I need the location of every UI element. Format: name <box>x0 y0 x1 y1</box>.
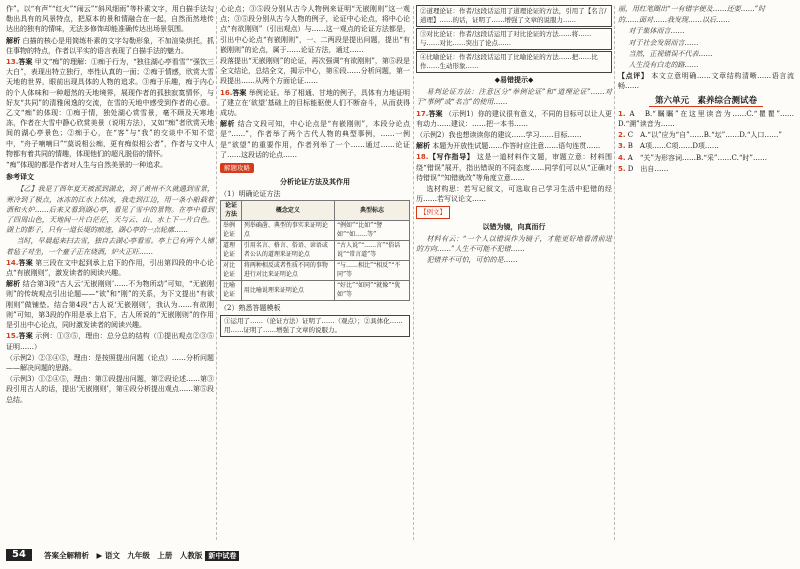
question-number: 18. <box>416 153 429 162</box>
paragraph: 段落提出“无嵌刚则”的论证，再次强调“有欲刚则”，第⑤段是全文结论，总结全文，揭示中心，第⑥段……分析问题，第一段提出……从两个方面论证…… <box>220 57 410 86</box>
table-cell: 列举确凿、典型的事实来证明论点 <box>241 221 334 241</box>
table-cell: 引用名言、格言、俗语、谚语或者公认的道理来证明论点 <box>241 241 334 261</box>
example-paragraph: 材料有云：“一个人以错误作为镜子，才能更好地看清前进的方向……”人生不可能不犯错…… <box>416 234 612 254</box>
table-cell: 将两种相反或者性质不同的事物进行对比来证明论点 <box>241 261 334 281</box>
answer-text: 举例论证。举了相通、甘地的例子，具体有力地证明了建立在‘欲望’基础上的目标能驱使人们不断奋斗，从而获得成功。 <box>220 88 411 118</box>
analysis-label: 解析 <box>220 120 235 129</box>
answer-text: B A项……C项……D项…… <box>627 142 719 151</box>
example-paragraph: 对于社会发展而言…… <box>628 38 699 47</box>
table-header-cell: 概念定义 <box>241 201 334 221</box>
unit-title <box>618 96 794 106</box>
answer-text: A B.“瞩瞩”在这里读音为……C.“瞿瞿”……D.“溯”读音为…… <box>618 109 794 129</box>
table-header-cell: 典型标志 <box>334 201 409 221</box>
example-paragraph: 人生没有白走的路…… <box>628 61 699 70</box>
answer-text: “痴”体现的都是作者对人生与自然美景的一种追求。 <box>6 161 168 170</box>
footer-badge: 新中试卷 <box>205 551 239 561</box>
table-cell: 用比喻说理来证明论点 <box>241 281 334 301</box>
column-4 <box>618 4 794 175</box>
answer-label: 答案 <box>232 88 247 97</box>
analysis-text: 本题为开放性试题……作答时应注意……语句连贯…… <box>432 142 601 151</box>
table-cell: 比喻论证 <box>221 281 242 301</box>
table-cell: “好比”“如同”“就像”“犹如”等 <box>334 281 409 301</box>
example-paragraph: 丽，用红笔圈出“一有错字便及……还要……”时 <box>618 5 766 13</box>
answer-label: 答案 <box>18 58 33 67</box>
example-title: 以错为镜，向真而行 <box>482 221 546 231</box>
question-number: 15. <box>6 332 19 341</box>
table-header-cell: 论证方法 <box>221 201 242 221</box>
question-number: 4. <box>618 153 626 162</box>
column-divider <box>614 6 615 540</box>
example-badge: 【例文】 <box>416 206 450 218</box>
question-number: 16. <box>220 88 233 97</box>
table-row <box>221 281 410 301</box>
table-cell: “古人说”“……言”“俗话说”“常言道”等 <box>334 241 409 261</box>
template-box: ③对比论证：作者/这段话运用了对比论证的方法……将……与……对比……突出了论点…… <box>416 28 612 50</box>
answer-text: （示例2）②③④⑤，理由：是按照提出问题（论点）……分析问题——解决问题的思路。 <box>6 353 214 372</box>
column-divider <box>216 6 217 540</box>
tip-heading: ◆易错提示◆ <box>494 75 534 84</box>
analysis-text: 结合文段可知，中心论点是“有嵌刚则”，本段分论点是“……”，作者举了两个古代人物的典型事例，……一例是“欲望”的重要作用，作者列举了一个……通过……论证了……这段话的论点…… <box>220 120 410 159</box>
step-heading: （1）明确论证方法 <box>220 190 281 199</box>
table-cell: 道理论证 <box>221 241 242 261</box>
answer-text: 这是一道材料作文题，审题立意：材料围绕“错误”展开，指出错误的不同态度……同学们可以从“正确对待错误”“知错就改”等角度立意…… <box>416 153 613 182</box>
column-2 <box>220 4 410 338</box>
question-number: 13. <box>6 58 19 67</box>
question-number: 3. <box>618 142 626 151</box>
table-cell: 举例论证 <box>221 221 242 241</box>
tip-text: 易判论证方法：注意区分“举例论证”和“道理论证”……对于“事例”或“名言”的使用…… <box>416 88 612 107</box>
table-row <box>221 261 410 281</box>
analysis-label: 解析 <box>416 142 430 151</box>
answer-text: 甲文“痴”的理解：①痴于行为，“独往湖心亭看雪”“强饮三大白”，表现出特立独行，率性认真的一面；②痴于情感，欣赏大雪天地的世界，眼前出现具体的人物的追求。③痴于乐趣，痴于内心的个人体味和一种超然的天地境界，展现作者的孤独寂寞情怀，与好友“共同”的清雅闲逸的交流，在雪的天地中感受到作者的心意。乙文“痴”的体现：①痴于情，独处湖心赏雪景，毫不顾及天寒地冻，作者在大雪中静心欣赏美景（说明方法），又如“痴”者欣赏天地间的湖心亭景色；②痴于心，在“客”与“我”的交谈中不知不觉中，“舟子喃喃曰”“莫说相公痴，更有痴似相公者”，作者与文中人物都有着共同的情趣，体现他们的超凡脱俗的情怀。 <box>6 58 214 158</box>
paragraph: 作”。以“有声”“红火”“闹云”“斜风细雨”等朴素文字，用白描手法勾勒出具有的风景特点，把原本的景和情融合在一起，自然而然地传达出的独有的情味，无法多修饰却能准确传达出场景氛围。 <box>6 5 214 34</box>
table-cell: 对比论证 <box>221 261 242 281</box>
template-box: ①运用了……（论证方法）证明了……（观点）；②具体化……用……证明了……增强了文章的说服力。 <box>220 315 410 337</box>
table-title: 分析论证方法及其作用 <box>280 178 350 187</box>
comment-label: 【点评】 <box>618 72 649 81</box>
analysis-label: 解析 <box>6 280 21 289</box>
column-1 <box>6 4 214 406</box>
answer-text: A “关”为形容词……B.“采”……C.“时”…… <box>627 153 767 162</box>
table-cell: “与……相比”“相反”“不同”等 <box>334 261 409 281</box>
analysis-text: 白描的核心是用简练朴素的文字勾勒形象，不加渲染烘托，抓住事物的特点，作者以平实的语言表现了白描手法的魅力。 <box>6 36 215 55</box>
paragraph: 心论点；③⑤段分别从古今人物例来证明“无嵌刚则”这一观点；③⑤段分别从古今人物的例子，论证中心论点，将中心论点“有欲刚则”（引出观点）与……这一观点的论证方法都是，引出中心论点“有嵌刚则”，一、二两段是提出问题，提出“有嵌刚则”的论点，属于……论证方法，通过…… <box>220 5 410 54</box>
table-cell: “例如”“比如”“譬如”“如……等” <box>334 221 409 241</box>
answer-text: D 出自…… <box>627 164 669 173</box>
example-paragraph: 犯错并不可怕，可怕的是…… <box>426 256 518 265</box>
writing-guide-label: 【写作指导】 <box>428 153 475 162</box>
example-paragraph: 对于集体而言…… <box>628 27 685 36</box>
question-number: 14. <box>6 258 19 267</box>
answer-text: C A.“以”应为“自”……B.“坛”……D.“人口……” <box>627 131 782 140</box>
answer-text: （示例1）你的建议很有意义，不同的目标可以让人更有动力……建议：……把一本书…… <box>416 109 612 128</box>
reference-translation-heading: 参考译文 <box>6 173 34 182</box>
unit-title-text: 第六单元 素养综合测试卷 <box>649 96 763 107</box>
answer-label: 答案 <box>428 109 443 118</box>
step-heading: （2）熟悉答题模板 <box>220 304 281 313</box>
analysis-text: 结合第3段“古人云‘无嵌刚则’……不为物所动”可知，“无嵌刚则”的传统观点引出论题——“欲”和“刚”的关系，为下文提出“有欲刚则”做铺垫。结合第4段“古人说‘无嵌刚则’，我认为……有欲刚则”可知，第3段的作用是承上启下，古人所说的“无嵌刚则”的作用是引出中心论点，同时激发读者的阅读兴趣。 <box>6 280 215 330</box>
question-number: 17. <box>416 109 429 118</box>
footer-title: 答案全解精析 ▶ 语文 九年级 上册 人教版 <box>44 551 203 560</box>
table-header-row <box>221 201 410 221</box>
table-row <box>221 221 410 241</box>
answer-text: （示例3）①②④⑤，理由：第①段提出问题，第②段论述……第③段引用古人的话，提出‘无嵌刚则’，第④段分析提出观点……第⑤段总结。 <box>6 375 214 404</box>
answer-text: 示例：①③⑤，理由：总分总的结构（①提出观点②③⑤证明……） <box>6 332 215 351</box>
answer-label: 答案 <box>18 258 33 267</box>
table-row <box>221 241 410 261</box>
example-paragraph: 当然，正视错误不代表…… <box>628 49 713 58</box>
translation-paragraph: 当时，早晨起来扫去雪，独自去湖心亭看雪。亭上已有两个人铺着毡子对坐，一个童子正在烧酒，炉火正旺…… <box>6 237 214 256</box>
argument-methods-table <box>220 200 410 301</box>
page-footer <box>0 545 800 569</box>
column-3 <box>416 4 612 266</box>
footer-text <box>44 551 239 561</box>
comment-text: 本文立意明确……文章结构清晰……语言流畅…… <box>618 72 795 91</box>
question-number: 1. <box>618 109 626 118</box>
question-number: 5. <box>618 164 626 173</box>
solution-strategy-badge: 解题攻略 <box>220 163 254 173</box>
answer-text: 第三段在文中起到承上启下的作用，引出第四段的中心论点“有嵌刚则”，激发读者的阅读兴趣。 <box>6 258 215 278</box>
column-divider <box>413 6 414 540</box>
page-number: 54 <box>6 549 32 561</box>
analysis-label: 解析 <box>6 36 21 45</box>
answer-label: 答案 <box>18 332 33 341</box>
question-number: 2. <box>618 131 626 140</box>
template-box: ④比喻论证：作者/这段话运用了比喻论证的方法……把……比作……生动形象…… <box>416 51 612 73</box>
example-paragraph: 的……面对……我发现……以后…… <box>618 16 730 25</box>
template-box: ②道理论证：作者/这段话运用了道理论证的方法，引用了【名言/道理】……的话，证明了……增强了文章的说服力…… <box>416 5 612 27</box>
answer-text: 选材构思：若写记叙文，可选取自己学习生活中犯错的经历……若写议论文…… <box>416 185 612 204</box>
translation-paragraph: 【乙】我是丁酉年夏天被派到湖北，到了黄州不久就遇到雪景，寒冷到了极点，冰冻的江水上结冰，我走到江边，用一条小船载着酒和火炉……后来又看到湖心亭，看见了雪中的景物。在亭中看到了四周山色，天地间一片白茫茫，天与云、山、水上下一片白色。湖上的影子，只有一道长堤的痕迹，湖心亭的一点轮廓…… <box>6 185 214 235</box>
answer-text: （示例2）我也想读读你的建议……学习……目标…… <box>416 131 582 140</box>
